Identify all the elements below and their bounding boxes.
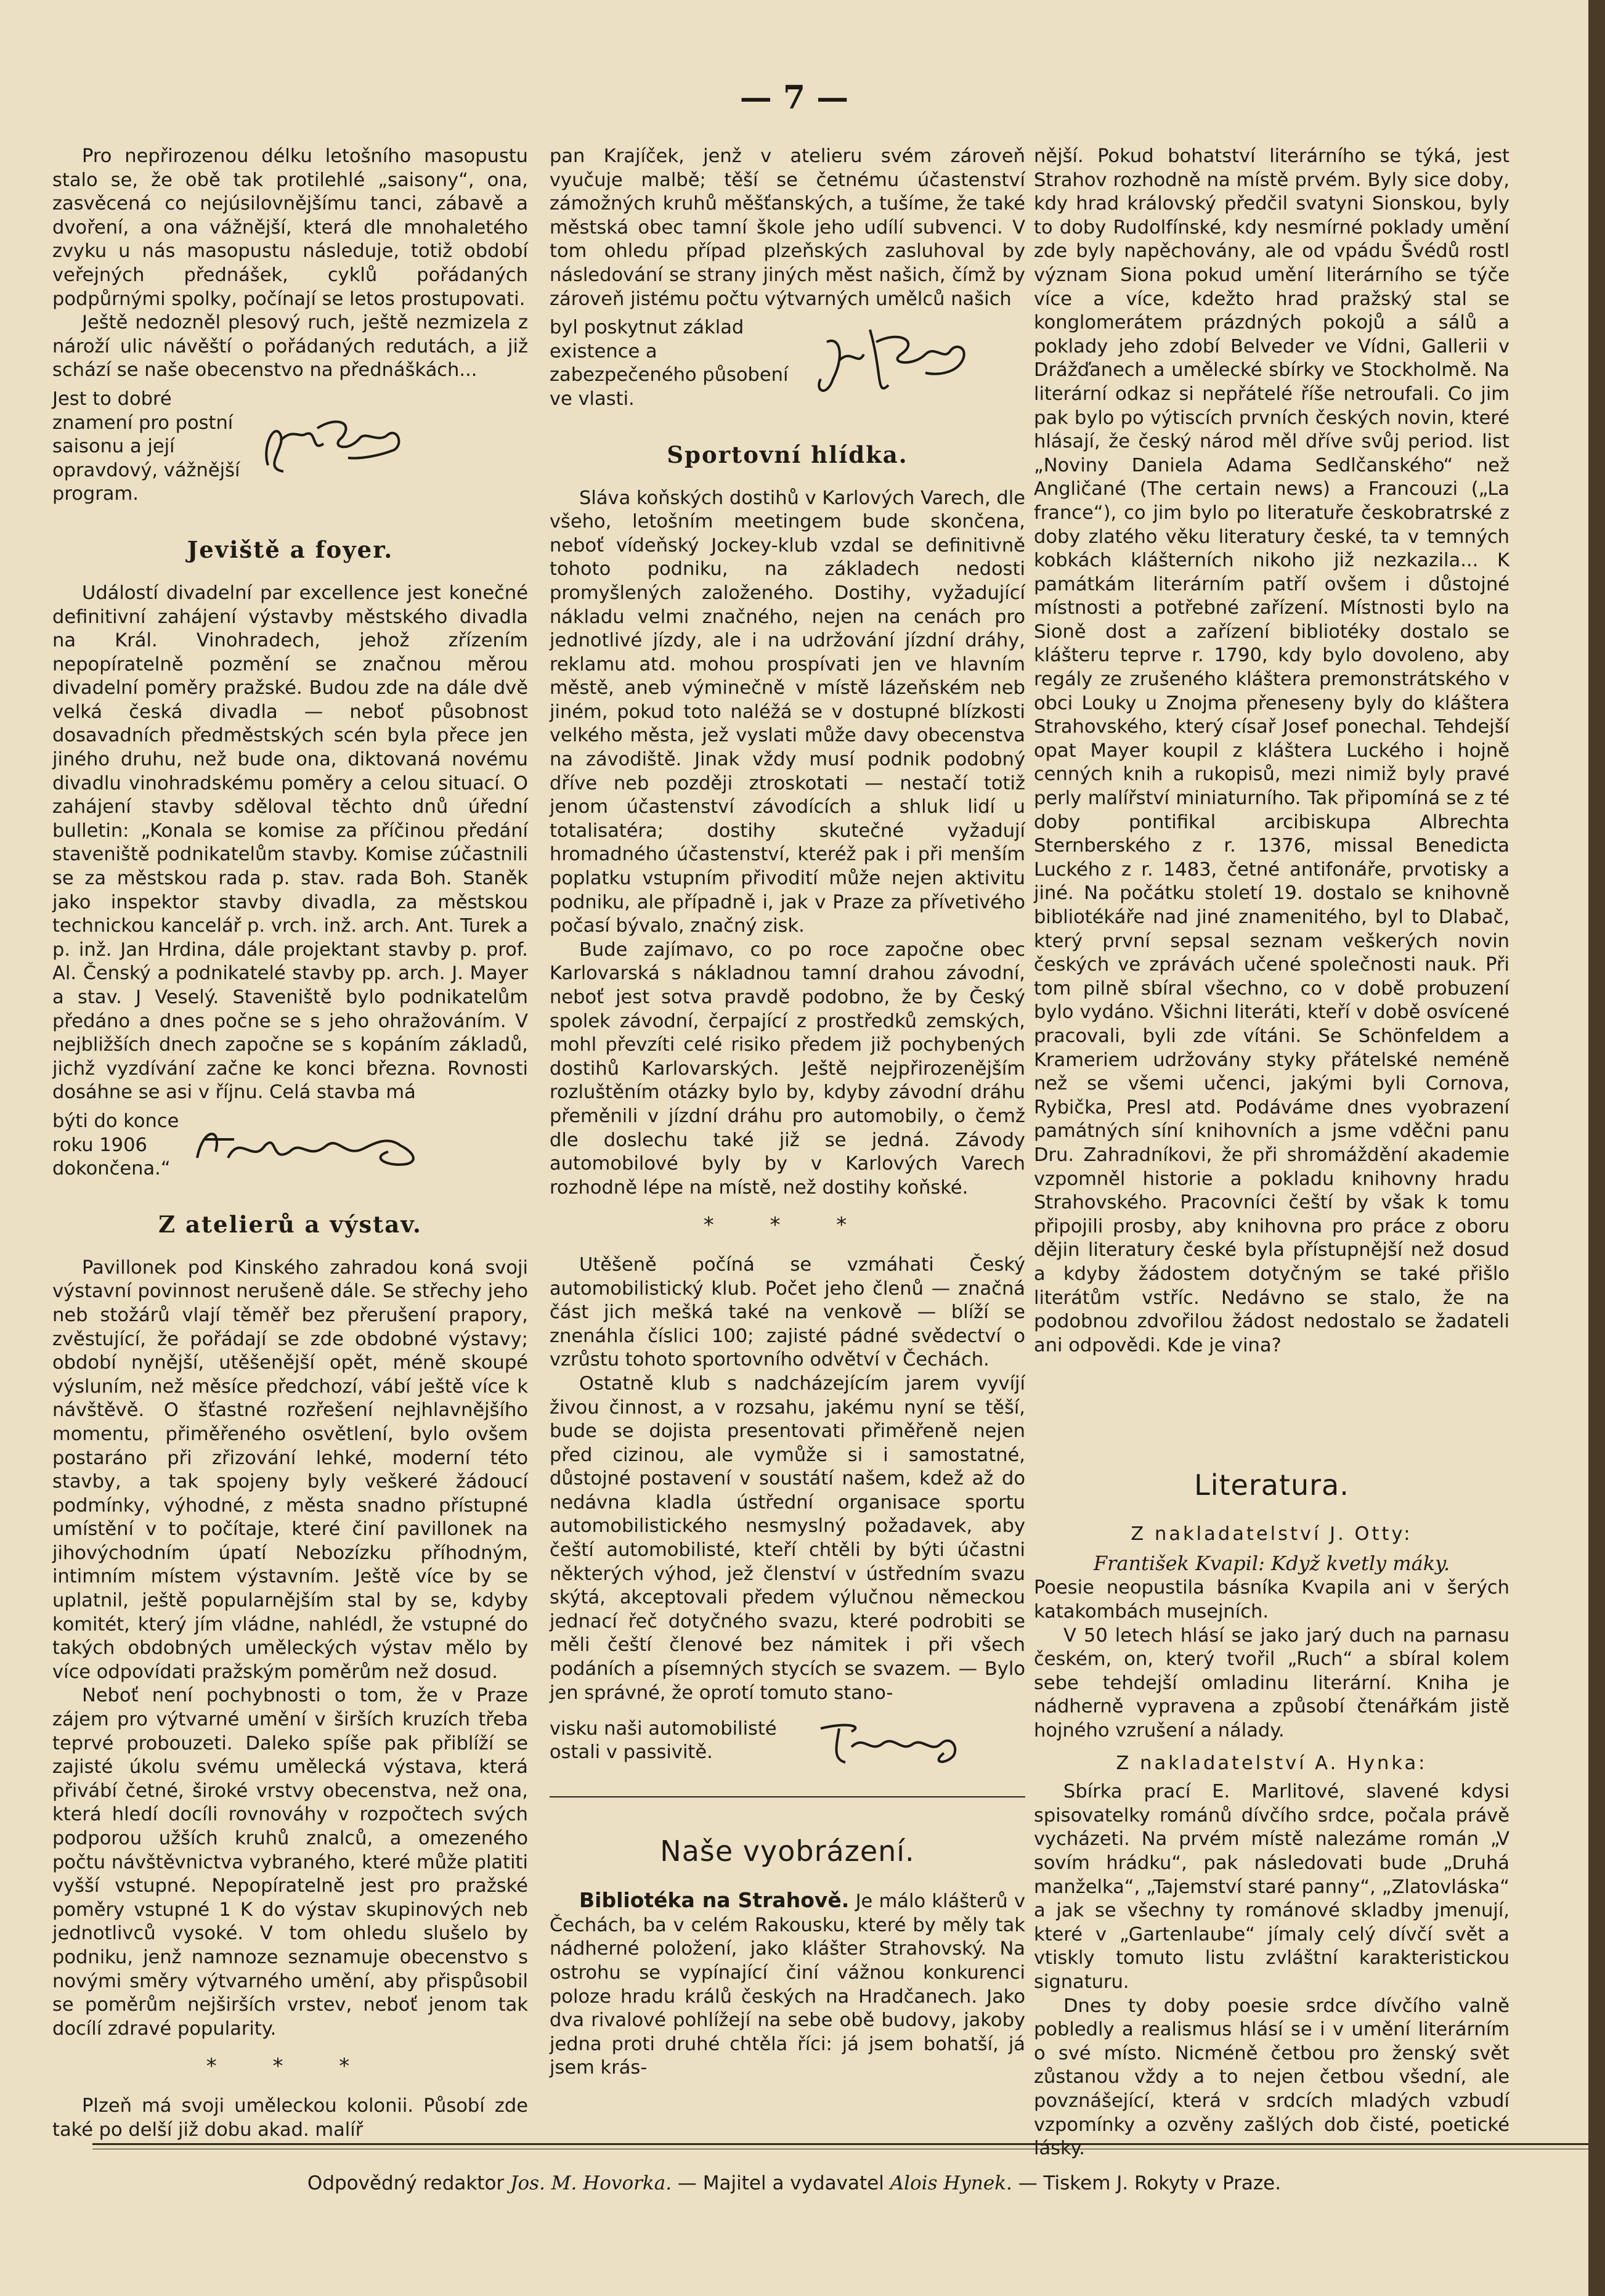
section-heading: Jeviště a foyer.	[187, 535, 394, 563]
paragraph: Sláva koňských dostihů v Karlových Varech, dle všeho, letošním meetingem bude skončena, neboť vídeňský Jockey-klub vzdal se definitivně tohoto podniku, na základech nedosti promyšlených založeného. Dostihy, vyžadující nákladu velmi značného, nejen na cenách pro jednotlivé jízdy, ale i na udržování jízdní dráhy, reklamu atd. mohou prospívati jen ve hlavním městě, aneb výminečně v místě lázeňském neb jiném, pokud toto naléžá se v dostupné blízkosti velkého města, jež vyslati může davy obecenstva na závodiště. Jinak vždy musí podnik podobný dříve neb později ztroskotati — nestačí totiž jenom účastenství závodících a shluk lidí u totalisatéra; dostihy skutečné vyžadují hromadného účastenství, kteréž pak i při menším poplatku vstupním přivodití může nejen aktivitu podniku, ale případně i, jak v Praze za přívetivého počasí bývalo, značný zisk.	[550, 487, 1025, 937]
lead-heading: Bibliotéka na Strahově.	[579, 1888, 850, 1913]
paragraph: Jest to dobré znamení pro postní saisonu a její opravdový, vážnější program.	[52, 388, 240, 505]
footer-text: — Tiskem J. Rokyty v Praze.	[1018, 2172, 1282, 2194]
paragraph: Ještě nedozněl plesový ruch, ještě nezmizela z nároží ulic návěští o pořádaných redutách, a již schází se naše obecenstvo na přednáškách...	[52, 312, 528, 381]
page-edge	[1588, 0, 1605, 2296]
paragraph: Událostí divadelní par excellence jest konečné definitivní zahájení výstavby městského divadla na Král. Vinohradech, jehož zřízením nepopíratelně pozmění se značnou měrou divadelní poměry pražské. Budou zde na dále dvě velká česká divadla — neboť působnost dosavadních předměstských scén byla přece jen jiného druhu, než bude ona, diktovaná novému divadlu vinohradskému poměry a celou situací. O zahájení stavby sděloval těchto dnů úřední bulletin: „Konala se komise za příčinou předání staveniště podnikatelům stavby. Komise zúčastnili se za městskou rada p. stav. rada Boh. Staněk jako inspektor stavby divadla, za městskou technickou kancelář p. vrch. inž. arch. Ant. Turek a p. inž. Jan Hrdina, dále projektant stavby p. prof. Al. Čenský a podnikatelé stavby pp. arch. J. Mayer a stav. J Veselý. Staveniště bylo podnikatelům předáno a dnes počne se s jeho ohražováním. V nejbližších dnech započne se s kopáním základů, jichž vyzdívání začne ke konci března. Rovnosti dosáhne se asi v říjnu. Celá stavba má	[52, 582, 528, 1104]
paragraph: Pavillonek pod Kinského zahradou koná svoji výstavní povinnost nerušeně dále. Se střechy jeho neb stožárů vlají těměř bez přerušení prapory, zvěstující, že pořádají se zde obdobné výstavy; období nynější, utěšenější opět, méně skoupé výsluním, než měsíce předchozí, vábí ještě více k návštěvě. O šťastné rozřešení nejhlavnějšího momentu, přiměřeného osvětlení, bylo ovšem postaráno při zřizování lehké, moderní této stavby, a tak spojeny byly veškeré žádoucí podmínky, výhodné, z města snadno přístupné umístění v to počítaje, které činí pavillonek na jihovýchodním úpatí Nebozízku příhodným, intimním místem výstavním. Ještě více by se uplatnil, ještě popularnějším stal by se, kdyby komitét, který jím vládne, nahlédl, že vstupné do takých obdobných uměleckých výstav mělo by více odpovídati pražským poměrům než dosud.	[52, 1256, 528, 1683]
signature-image	[808, 1710, 969, 1772]
paragraph: Bude zajímavo, co po roce započne obec Karlovarská s nákladnou tamní drahou závodní, neboť jest sotva pravdě podobno, že by Český spolek závodní, čerpající z prostředků zemských, mohl převzíti celé risiko předem již pochybených dostihů Karlovarských. Ještě nejpřirozenějším rozluštěním otázky bylo by, kdyby závodní dráhu přeměnili v jízdní dráhu pro automobily, o čemž dle doslechu také již se jedná. Závody automobilové byly by v Karlových Varech rozhodně lépe na místě, než dostihy koňské.	[550, 938, 1025, 1199]
signature-image	[802, 317, 987, 410]
paragraph: Neboť není pochybnosti o tom, že v Praze zájem pro výtvarné umění v širších kruzích třeba teprvé probouzeti. Daleko spíše pak přiblíží se zajisté úkolu svému umělecká výstava, která přivábí četné, široké vrstvy obecenstva, než ona, která hledí docíli rovnováhy v rozpočtech svých podporou užších kruhů znalců, a omezeného počtu návštěvnictva vybraného, které může platiti vyšší vstupné. Nepopíratelně jest pro pražské poměry vstupné 1 K do výstav skupinových neb jednotlivců vysoké. V tom ohledu slušelo by podniku, jenž namnoze seznamuje obecenstvo s novými směry výtvarného umění, aby přispůsobil se poměrům nejširších vrstev, neboť jenom tak docílí zdravé popularity.	[52, 1685, 528, 2040]
paragraph: Pro nepřirozenou délku letošního masopustu stalo se, že obě tak protilehlé „saisony“, ona, zasvěcená co nejúsilovnějšímu tanci, zábavě a dvoření, a ona vážnější, která dle mnohaletého zvyku u nás masopustu následuje, totiž období veřejných přednášek, cyklů pořádaných podpůrnými spolky, počínají se letos prostupovati.	[52, 145, 528, 310]
signature-block	[52, 388, 528, 507]
page-number: — 7 —	[739, 79, 849, 116]
book-title: František Kvapil: Když kvetly máky.	[1093, 1551, 1450, 1575]
signature-block	[550, 1710, 1025, 1772]
divider	[550, 1796, 1025, 1797]
section-separator: * * *	[703, 1213, 872, 1238]
paragraph: byl poskytnut základ existence a zabezpečeného působení ve vlasti.	[550, 317, 789, 410]
section-separator: * * *	[206, 2054, 375, 2079]
column-3	[1034, 145, 1510, 2160]
paragraph: Plzeň má svoji uměleckou kolonii. Působí zde také po delší již dobu akad. malíř	[52, 2094, 528, 2141]
signature-block	[550, 316, 1025, 411]
paragraph: Je málo klášterů v Čechách, ba v celém Rakousku, které by měly tak nádherné položení, jako klášter Strahovský. Na ostrohu se vypínající činí vážnou konkurenci poloze hradu králů českých na Hradčanech. Jako dva rivalové pohlížejí na sebe obě budovy, jakoby jedna proti druhé chtěla říci: já jsem bohatší, já jsem krás-	[550, 1891, 1025, 2079]
paragraph: Sbírka prací E. Marlitové, slavené kdysi spisovatelky románů dívčího srdce, počala právě vycházeti. Na prvém místě nalezáme román „V sovím hrádku“, pak následovati bude „Druhá manželka“, „Tajemství staré panny“, „Zlatovláska“ a jak se všechny ty románové skladby jmenují, které v „Gartenlaube“ jímaly celý dívčí svět a vtiskly tomuto listu zvláštní karakteristickou signaturu.	[1034, 1781, 1510, 1993]
column-2	[550, 145, 1025, 2129]
signature-image	[256, 410, 416, 484]
section-heading: Z atelierů a výstav.	[158, 1210, 422, 1238]
paragraph: visku naši automobilisté ostali v passivitě.	[550, 1717, 777, 1764]
paragraph: Utěšeně počíná se vzmáhati Český automobilistický klub. Počet jeho členů — značná část jich mešká také na venkově — blíží se znenáhla číslici 100; zajisté pádné svědectví o vzrůstu tohoto sportovního odvětví v Čechách.	[550, 1253, 1025, 1371]
publisher-heading: Z nakladatelství A. Hynka:	[1116, 1752, 1428, 1774]
imprint-footer	[0, 2172, 1588, 2194]
paragraph: V 50 letech hlásí se jako jarý duch na parnasu českém, on, který tvořil „Ruch“ a sbíral kolem sebe tehdejší omladinu literární. Kniha je nádherně vypravena a způsobí čtenářkám jistě hojného vzrušení a nálady.	[1034, 1624, 1510, 1742]
section-heading: Naše vyobrázení.	[660, 1834, 915, 1868]
bottom-rule	[92, 2143, 1590, 2149]
section-heading: Literatura.	[1194, 1468, 1349, 1502]
publisher-name: Alois Hynek.	[890, 2172, 1012, 2194]
paragraph: Ostatně klub s nadcházejícím jarem vyvíjí živou činnost, a v rozsahu, jakému nyní se těší, bude se dojista presentovati přiměřeně nejen před cizinou, ale vymůže si i samostatné, důstojné postavení v soustátí našem, kdež až do nedávna kladla ústřední organisace sportu automobilistického nesmyslný požadavek, aby čeští automobilisté, kteří chtěli by býti účastni některých výhod, jež členství v ústředním svazu skýtá, akceptovali předem výlučnou německou jednací řeč dotyčného svazu, které podrobiti se měli čeští členové bez námitek i při všech podáních a písemných stycích se svazem. — Bylo jen správné, že oprotí tomuto stano-	[550, 1372, 1025, 1704]
paragraph: nější. Pokud bohatství literárního se týká, jest Strahov rozhodně na místě prvém. Byly sice doby, kdy hrad královský předčil svatyni Sionskou, byly to doby Rudolfínské, kdy nesmírné poklady umění zde byly napěchovány, ale od vpádu Švédů rostl význam Siona pokud umění literárního se týče více a více, kdežto hrad pražský stal se konglomerátem prázdných pokojů a sálů a poklady jeho zdobí Belveder ve Vídni, Gallerii v Drážďanech a umělecké sbírky ve Stockholmě. Na literární odkaz si nepřátelé říše netroufali. Co jim pak bylo po výtiscích prvních českých novin, které hlásají, že český národ měl dříve svůj period. list „Noviny Daniela Adama Sedlčanského“ než Angličané (The certain news) a Francouzi („La france“), co jim bylo po literatuře českobratrské z doby zlatého věku literatury české, ta v temných kobkách klášterních nikoho již nezkazila... K památkám literárním patří ovšem i důstojné místnosti a potřebné zařízení. Místnosti bylo na Sioně dost a zařízení bibliotéky dostalo se klášteru teprve r. 1790, kdy bylo dovoleno, aby regály ze zrušeného kláštera premonstrátského v obci Louky u Znojma přeneseny byly do kláštera Strahovského, který císař Josef ponechal. Tehdejší opat Mayer koupil z kláštera Luckého i hojně cenných knih a rukopisů, mezi nimiž byly pravé perly malířství miniaturního. Tak připomíná se z té doby pontifikal arcibiskupa Albrechta Sternberského z r. 1376, missal Benedicta Luckého z r. 1483, četné antifonáře, prvotisky a jiné. Na počátku století 19. dostalo se knihovně bibliotékáře nad jiné znamenitého, byl to Dlabač, který první sepsal seznam veškerých novin českých ve zprávách učené společnosti nauk. Při tom pilně sbíral všechno, co v době probuzení bylo vydáno. Všichni literáti, kteří v době osvícené pracovali, byli zde vítáni. Se Schönfeldem a Krameriem udržovány styky přátelské neméně než se všemi učenci, jakými byli Cornova, Rybička, Presl atd. Podáváme dnes vyobrazení památných síní knihovních a jsme vděčni panu Dru. Zahradníkovi, že při shromáždění akademie vzpomněl historie a pokladu knihovny hradu Strahovského. Pracovníci čeští by však k tomu připojili prosby, aby knihovna pro práce z oboru dějin literatury české byla přístupnější než dosud a kdyby žádostem dotyčným se také přišlo literátům vstříc. Nedávno se stalo, že na podobnou zdvořilou žádost nedostalo se žadateli ani odpovědi. Kde je vina?	[1034, 145, 1510, 1356]
paragraph: Dnes ty doby poesie srdce dívčího valně pobledly a realismus hlásí se i v umění literárním o své místo. Nicméně četbou pro ženský svět zůstanou vždy a to nejen četbou všední, ale povznášející, která v srdcích mladých vzbudí vzpomínky a ozvěny zašlých dob čisté, poetické lásky.	[1034, 1995, 1510, 2160]
paragraph: pan Krajíček, jenž v atelieru svém zároveň vyučuje malbě; těší se četnému účastenství zámožných kruhů měšťanských, a tušíme, že také městská obec tamní škole jeho udílí subvenci. V tom ohledu případ plzeňských zasluhoval by následování se strany jiných měst našich, čímž by zároveň jistému počtu výtvarných umělců našich	[550, 145, 1025, 310]
signature-block	[52, 1110, 528, 1181]
editor-name: Jos. M. Hovorka.	[510, 2172, 672, 2194]
section-heading: Sportovní hlídka.	[667, 441, 908, 468]
footer-text: Odpovědný redaktor	[307, 2172, 505, 2194]
paragraph: Poesie neopustila básníka Kvapila ani v šerých katakombách musejních.	[1034, 1577, 1510, 1623]
column-1	[52, 145, 528, 2141]
footer-text: — Majitel a vydavatel	[677, 2172, 884, 2194]
publisher-heading: Z nakladatelství J. Otty:	[1131, 1523, 1413, 1545]
paragraph: býti do konce roku 1906 dokončena.“	[52, 1110, 179, 1180]
signature-image	[185, 1115, 431, 1176]
